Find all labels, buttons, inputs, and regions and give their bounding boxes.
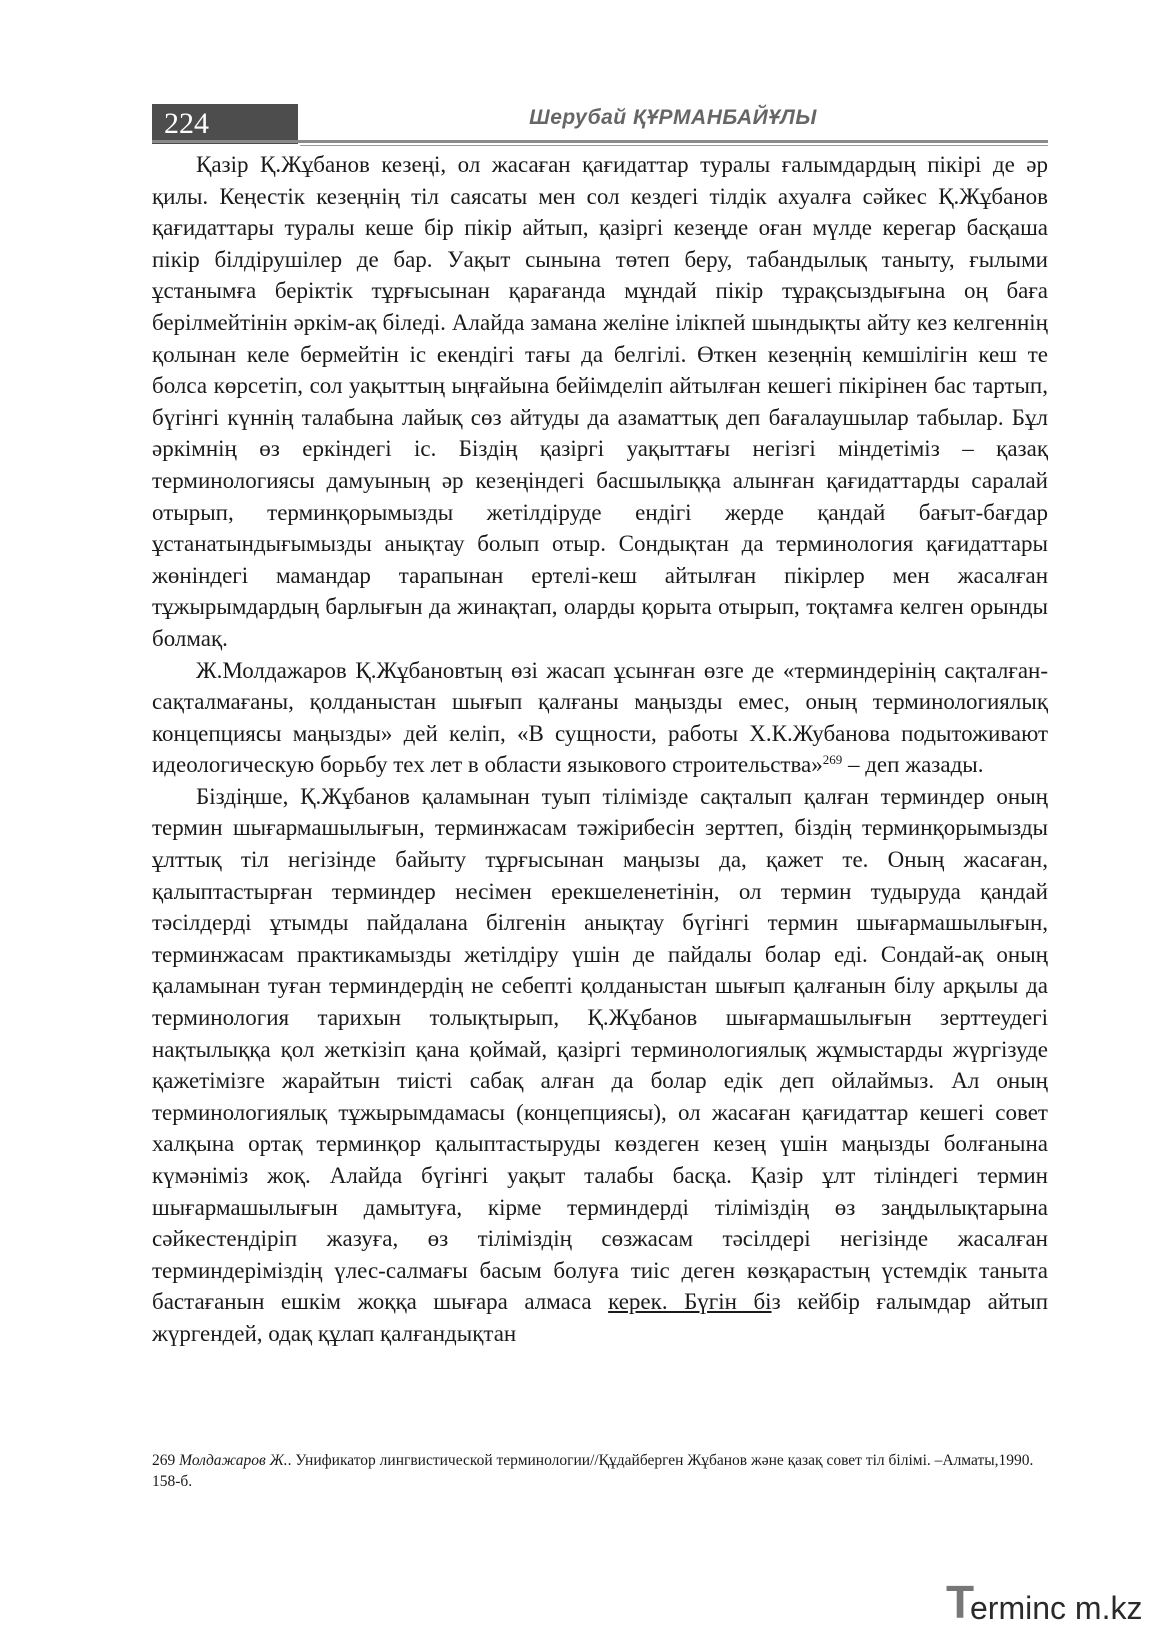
page-number: 224 (152, 104, 298, 144)
page-header (152, 104, 1048, 144)
paragraph-2-tail: – деп жазады. (842, 752, 984, 778)
footnote-author: Молдажаров Ж. (179, 1452, 288, 1469)
underlined-text: керек. Бүгін бі (608, 1289, 772, 1315)
footnote-text: . Унификатор лингвистической терминологии//Құдайберген Жұбанов және қазақ совет тіл білімі. –Алматы,1990. 158-б. (152, 1452, 1034, 1490)
paragraph-3 (152, 781, 1048, 1350)
paragraph-3-tail: з кейбір ғалымдар айтып жүргендей, одақ құлап қалғандықтан (152, 1289, 1049, 1346)
logo-initial: T (946, 1576, 975, 1628)
logo-text: erminc m.kz (970, 1590, 1143, 1626)
paragraph-1: Қазір Қ.Жұбанов кезеңі, ол жасаған қағидаттар туралы ғалымдардың пікірі де әр қилы. Кеңестік кезеңнің тіл саясаты мен сол кездегі тілдік ахуалға сәйкес Қ.Жұбанов қағидаттары туралы кеше бір пікір айтып, қазіргі кезеңде оған мүлде керегар басқаша пікір білдірушілер де бар. Уақыт сынына төтеп беру, табандылық таныту, ғылыми ұстанымға беріктік тұрғысынан қарағанда мұндай пікір тұрақсыздығына оң баға берілмейтінін әркім-ақ біледі. Алайда замана желіне ілікпей шындықты айту кез келгеннің қолынан келе бермейтін іс екендігі тағы да белгілі. Өткен кезеңнің кемшілігін кеш те болса көрсетіп, сол уақыттың ыңғайына бейімделіп айтылған кешегі пікірінен бас тартып, бүгінгі күннің талабына лайық сөз айтуды да азаматтық деп бағалаушылар табылар. Бұл әркімнің өз еркіндегі іс. Біздің қазіргі уақыттағы негізгі міндетіміз – қазақ терминологиясы дамуының әр кезеңіндегі басшылыққа алынған қағидаттарды саралай отырып, терминқорымызды жетілдіруде ендігі жерде қандай бағыт-бағдар ұстанатындығымызды анықтау болып отыр. Сондықтан да терминология қағидаттары жөніндегі мамандар тарапынан ертелі-кеш айтылған пікірлер мен жасалған тұжырымдардың барлығын да жинақтап, оларды қорыта отырып, тоқтамға келген орынды болмақ. (152, 152, 1048, 651)
footnote-number: 269 (152, 1452, 180, 1469)
termincom-logo (946, 1576, 1146, 1628)
paragraph-2-text: Ж.Молдажаров Қ.Жұбановтың өзі жасап ұсынған өзге де «терминдерінің сақталған-сақталмағаны, қолданыстан шығып қалғаны маңызды емес, оның терминологиялық концепциясы маңызды» дей келіп, «В сущности, работы Х.К.Жубанова подытоживают идеологическую борьбу тех лет в области языкового строительства» (152, 657, 1048, 778)
header-rule-thin (300, 145, 1048, 146)
main-text (152, 149, 1048, 1350)
paragraph-3-text: Біздіңше, Қ.Жұбанов қаламынан туып тілімізде сақталып қалған терминдер оның термин шығармашылығын, терминжасам тәжірибесін зерттеп, біздің терминқорымызды ұлттық тіл негізінде байыту тұрғысынан маңызы да, қажет те. Оның жасаған, қалыптастырған терминдер несімен ерекшеленетінін, ол термин тудыруда қандай тәсілдерді ұтымды пайдалана білгенін анықтау бүгінгі термин шығармашылығын, терминжасам практикамызды жетілдіру үшін де пайдалы болар еді. Сондай-ақ оның қаламынан туған терминдердің не себепті қолданыстан шығып қалғанын білу арқылы да терминология тарихын толықтырып, Қ.Жұбанов шығармашылығын зерттеудегі нақтылыққа қол жеткізіп қана қоймай, қазіргі терминологиялық жұмыстарды жүргізуде қажетімізге жарайтын тиісті сабақ алған да болар едік деп ойлаймыз. Ал оның терминологиялық тұжырымдамасы (концепциясы), ол жасаған қағидаттар кешегі совет халқына ортақ терминқор қалыптастыруды көздеген кезең үшін маңызды болғанына күмәніміз жоқ. Алайда бүгінгі уақыт талабы басқа. Қазір ұлт тіліндегі термин шығармашылығын дамытуға, кірме терминдерді тіліміздің өз заңдылықтарына сәйкестендіріп жазуға, өз тіліміздің сөзжасам тәсілдері негізінде жасалған терминдеріміздің үлес-салмағы басым болуға тиіс деген көзқарастың үстемдік таныта бастағанын ешкім жоққа шығара алмаса (152, 783, 1048, 1315)
header-rule (152, 140, 1048, 143)
footnote (152, 1450, 1048, 1492)
footnote-ref[interactable]: 269 (822, 752, 843, 768)
running-head: Шерубай ҚҰРМАНБАЙҰЛЫ (529, 106, 817, 129)
paragraph-2 (152, 655, 1048, 781)
